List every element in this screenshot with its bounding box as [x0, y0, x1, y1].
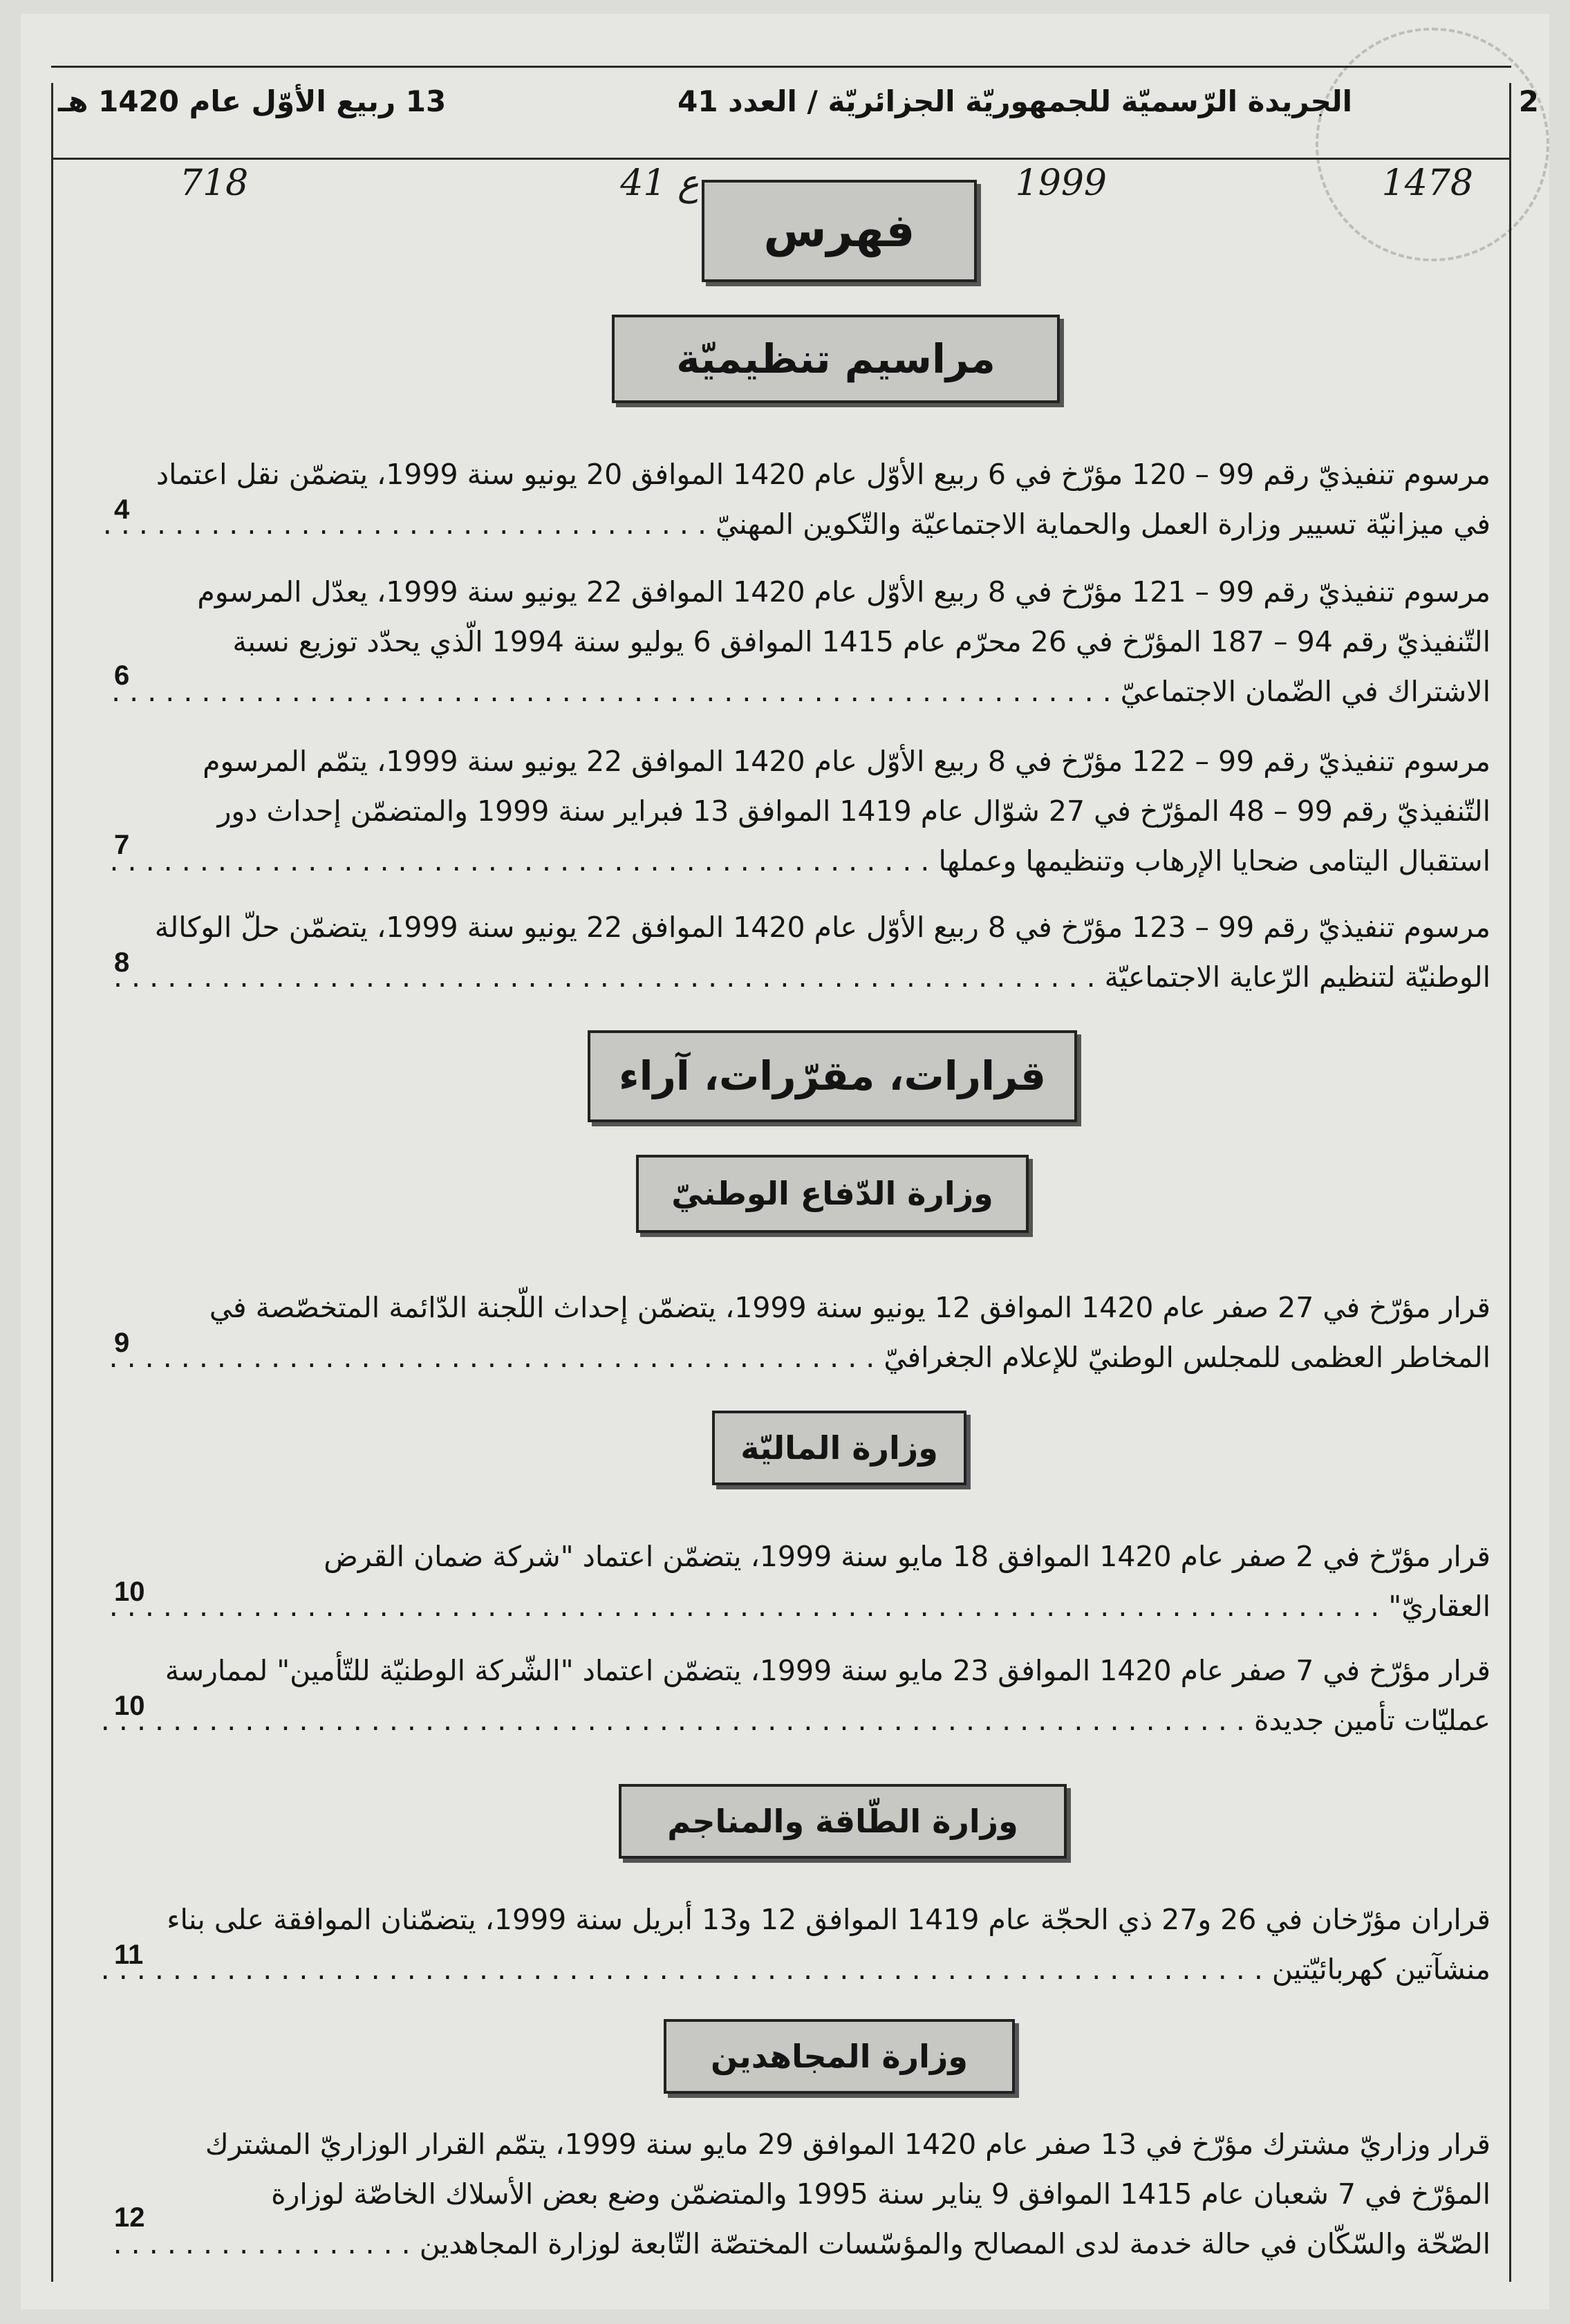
toc-entry[interactable]: [104, 1646, 1490, 1745]
toc-title: فهرس: [702, 180, 977, 282]
entry-line: قرار مؤرّخ في 7 صفر عام 1420 الموافق 23 مايو سنة 1999، يتضمّن اعتماد "الشّركة الوطنيّة للتّأمين" لممارسة: [165, 1654, 1490, 1687]
entry-line: مرسوم تنفيذيّ رقم 99 – 120 مؤرّخ في 6 ربيع الأوّل عام 1420 الموافق 20 يونيو سنة 1999، يتضمّن نقل اعتماد: [156, 458, 1490, 491]
entry-line: قراران مؤرّخان في 26 و27 ذي الحجّة عام 1419 الموافق 12 و13 أبريل سنة 1999، يتضمّنان الموافقة على بناء: [167, 1903, 1490, 1936]
entry-line: التّنفيذيّ رقم 99 – 48 المؤرّخ في 27 شوّال عام 1419 الموافق 13 فبراير سنة 1999 والمتضمّن إحداث دور: [217, 794, 1490, 828]
toc-entry[interactable]: [104, 902, 1490, 1002]
subheading-ministry-mujahideen: وزارة المجاهدين: [664, 2019, 1015, 2094]
page-border-left: [51, 83, 53, 2282]
page-border-right: [1509, 83, 1511, 2282]
publication-title: الجريدة الرّسميّة للجمهوريّة الجزائريّة / العدد 41: [677, 84, 1352, 118]
entry-line: العقاريّ" . . .: [104, 1581, 1490, 1631]
entry-line: الاشتراك في الضّمان الاجتماعيّ . . .: [104, 667, 1490, 716]
toc-entry[interactable]: [104, 567, 1490, 716]
entry-line: الصّحّة والسّكّان في حالة خدمة لدى المصالح والمؤسّسات المختصّة التّابعة لوزارة المجاهدين . . .: [104, 2219, 1490, 2269]
section-heading-decisions: قرارات، مقرّرات، آراء: [588, 1030, 1077, 1122]
entry-line: المخاطر العظمى للمجلس الوطنيّ للإعلام الجغرافيّ . . .: [104, 1332, 1490, 1382]
entry-line: قرار مؤرّخ في 2 صفر عام 1420 الموافق 18 مايو سنة 1999، يتضمّن اعتماد "شركة ضمان القرض: [324, 1540, 1490, 1573]
handwritten-note-right: 1478: [1381, 162, 1473, 204]
handwritten-note-year: 1999: [1015, 162, 1107, 204]
document-page: [21, 14, 1549, 2309]
toc-entry[interactable]: [104, 1895, 1490, 1994]
entry-line: مرسوم تنفيذيّ رقم 99 – 122 مؤرّخ في 8 ربيع الأوّل عام 1420 الموافق 22 يونيو سنة 1999، يتمّم المرسوم: [203, 745, 1490, 778]
toc-entry[interactable]: [104, 2119, 1490, 2269]
toc-entry[interactable]: [104, 1283, 1490, 1382]
toc-entry[interactable]: [104, 1532, 1490, 1631]
handwritten-note-issue: ع 41: [620, 162, 699, 204]
entry-page-number: 12: [114, 2202, 145, 2233]
toc-entry[interactable]: [104, 449, 1490, 549]
handwritten-note-left: 718: [180, 162, 249, 204]
entry-line: منشآتين كهربائيّتين . . .: [104, 1944, 1490, 1994]
section-heading-regulatory-decrees: مراسيم تنظيميّة: [612, 315, 1060, 403]
entry-page-number: 10: [114, 1691, 145, 1721]
entry-line: استقبال اليتامى ضحايا الإرهاب وتنظيمها وعملها . . .: [104, 836, 1490, 886]
page-number: 2: [1518, 84, 1539, 118]
entry-line: مرسوم تنفيذيّ رقم 99 – 123 مؤرّخ في 8 ربيع الأوّل عام 1420 الموافق 22 يونيو سنة 1999، يتضمّن حلّ الوكالة: [154, 911, 1490, 944]
entry-page-number: 10: [114, 1577, 145, 1607]
entry-line: قرار وزاريّ مشترك مؤرّخ في 13 صفر عام 1420 الموافق 29 مايو سنة 1999، يتمّم القرار الوزاريّ المشترك: [205, 2128, 1490, 2161]
entry-line: الوطنيّة لتنظيم الرّعاية الاجتماعيّة . . .: [104, 952, 1490, 1002]
subheading-ministry-finance: وزارة الماليّة: [712, 1411, 966, 1485]
entry-line: المؤرّخ في 7 شعبان عام 1415 الموافق 9 يناير سنة 1995 والمتضمّن وضع بعض الأسلاك الخاصّة لوزارة: [271, 2177, 1490, 2211]
entry-page-number: 11: [114, 1940, 144, 1970]
entry-page-number: 7: [114, 830, 130, 860]
entry-line: في ميزانيّة تسيير وزارة العمل والحماية الاجتماعيّة والتّكوين المهنيّ . . .: [104, 499, 1490, 549]
entry-page-number: 8: [114, 947, 130, 978]
page-header: [51, 66, 1539, 160]
entry-page-number: 4: [114, 494, 130, 525]
entry-line: قرار مؤرّخ في 27 صفر عام 1420 الموافق 12 يونيو سنة 1999، يتضمّن إحداث اللّجنة الدّائمة المتخصّصة في: [209, 1291, 1490, 1324]
issue-date: 13 ربيع الأوّل عام 1420 هـ: [58, 84, 447, 118]
toc-entry[interactable]: [104, 736, 1490, 886]
entry-page-number: 9: [114, 1328, 130, 1358]
entry-line: مرسوم تنفيذيّ رقم 99 – 121 مؤرّخ في 8 ربيع الأوّل عام 1420 الموافق 22 يونيو سنة 1999، يعدّل المرسوم: [197, 575, 1490, 608]
subheading-ministry-energy: وزارة الطّاقة والمناجم: [619, 1784, 1067, 1859]
entry-page-number: 6: [114, 660, 130, 691]
entry-line: التّنفيذيّ رقم 94 – 187 المؤرّخ في 26 محرّم عام 1415 الموافق 6 يوليو سنة 1994 الّذي يحدّد توزيع نسبة: [232, 625, 1490, 658]
entry-line: عمليّات تأمين جديدة . . .: [104, 1695, 1490, 1745]
subheading-ministry-defense: وزارة الدّفاع الوطنيّ: [636, 1155, 1029, 1233]
